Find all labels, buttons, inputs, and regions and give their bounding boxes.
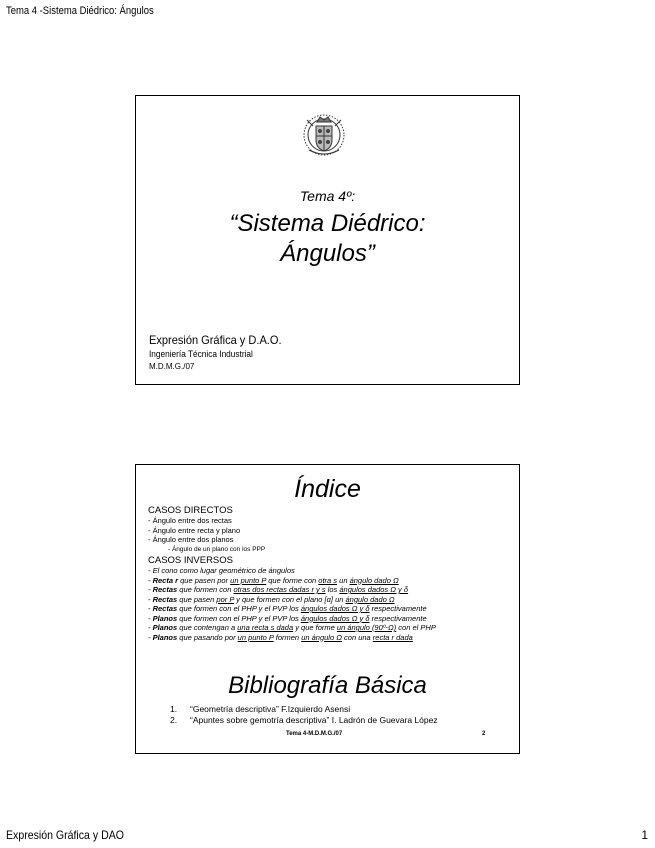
- inverse-item-segment: Recta r: [152, 575, 179, 585]
- bibliography-item: [170, 704, 438, 715]
- slide-1-title-line-2: Ángulos”: [280, 240, 375, 267]
- direct-item: - Ángulo entre dos rectas: [148, 516, 232, 525]
- inverse-item-segment: respectivamente: [369, 604, 427, 613]
- slide-1: [135, 95, 520, 385]
- inverse-item-segment: una recta s dada: [237, 623, 294, 632]
- inverse-item-segment: que pasen: [177, 594, 217, 604]
- inverse-item-segment: -: [148, 623, 153, 632]
- inverse-item-segment: formen: [273, 632, 302, 642]
- bibliography-list: [170, 704, 438, 726]
- bibliography-item-text: “Geometría descriptiva” F.Izquierdo Asensi: [190, 704, 351, 714]
- inverse-item-segment: respectivamente: [369, 613, 427, 623]
- inverse-item: [148, 595, 513, 605]
- page-footer-course: Expresión Gráfica y DAO: [6, 828, 124, 842]
- slide-2: [135, 464, 520, 754]
- index-list: [148, 505, 513, 642]
- inverse-item-segment: un ángulo Ω: [301, 632, 342, 642]
- inverse-item-segment: -: [148, 632, 153, 642]
- direct-item: - Ángulo entre dos planos: [148, 535, 234, 544]
- direct-cases-list: [148, 516, 513, 545]
- inverse-item-segment: ángulos dados Ω y δ: [300, 613, 370, 623]
- slide-2-footer-code: Tema 4-M.D.M.G./07: [286, 731, 343, 737]
- university-crest-icon: [299, 108, 349, 160]
- inverse-item-segment: que pasen por: [178, 575, 231, 585]
- inverse-cases-heading: CASOS INVERSOS: [148, 555, 233, 566]
- slide-1-degree: Ingeniería Técnica Industrial: [149, 349, 253, 359]
- inverse-cases-list: [148, 576, 513, 643]
- page-header-title: Tema 4 -Sistema Diédrico: Ángulos: [6, 5, 154, 17]
- inverse-item-segment: otra s: [318, 575, 338, 585]
- inverse-item-segment: y que forme: [293, 623, 337, 632]
- inverse-item: [148, 614, 513, 624]
- inverse-item-segment: con una: [341, 632, 373, 642]
- inverse-item-segment: que formen con el PHP y el PVP los: [177, 604, 301, 613]
- bibliography-title: Bibliografía Básica: [228, 672, 427, 699]
- inverse-item-segment: que contengan a: [177, 623, 238, 632]
- inverse-item-segment: Planos: [152, 613, 178, 623]
- inverse-item-segment: recta r dada: [372, 632, 413, 642]
- inverse-item-segment: ángulos dados Ω y δ: [300, 604, 370, 613]
- bibliography-item: [170, 715, 438, 726]
- inverse-item-segment: con el PHP: [396, 623, 436, 632]
- inverse-item: [148, 576, 513, 586]
- inverse-item-segment: ángulo dado Ω: [349, 575, 399, 585]
- direct-subitem: - Ángulo de un plano con los PPP: [168, 545, 266, 553]
- inverse-item-segment: -: [148, 594, 153, 604]
- inverse-item-segment: Rectas: [152, 585, 178, 594]
- inverse-item-segment: un: [337, 575, 350, 585]
- slide-1-title-line-1: “Sistema Diédrico:: [229, 210, 426, 237]
- inverse-item: [148, 633, 513, 643]
- inverse-item-segment: un punto P: [230, 575, 267, 585]
- bibliography-item-number: 1.: [170, 704, 178, 714]
- inverse-item-segment: que formen con el PHP y el PVP los: [177, 613, 301, 623]
- inverse-item-segment: que forme con: [266, 575, 319, 585]
- slide-2-title: Índice: [294, 475, 361, 503]
- inverse-item-segment: que formen con: [177, 585, 234, 594]
- inverse-item: [148, 623, 513, 633]
- inverse-item: [148, 585, 513, 595]
- inverse-item-segment: -: [148, 575, 153, 585]
- inverse-item-segment: Rectas: [152, 594, 178, 604]
- inverse-item-segment: los: [325, 585, 340, 594]
- inverse-item-segment: ángulo dado Ω: [345, 594, 395, 604]
- inverse-item: [148, 604, 513, 614]
- slide-2-number: 2: [482, 731, 486, 737]
- page-number: 1: [641, 828, 648, 842]
- inverse-item-segment: -: [148, 604, 153, 613]
- slide-1-title: [136, 209, 519, 269]
- inverse-intro: - El cono como lugar geométrico de ángulos: [148, 566, 295, 575]
- slide-1-course: Expresión Gráfica y D.A.O.: [149, 333, 282, 347]
- bibliography-item-number: 2.: [170, 715, 178, 725]
- inverse-item-segment: ángulos dados Ω y δ: [339, 585, 409, 594]
- inverse-item-segment: otras dos rectas dadas r y s: [233, 585, 326, 594]
- inverse-item-segment: -: [148, 585, 153, 594]
- slide-1-topic: Tema 4º:: [299, 188, 356, 204]
- inverse-item-segment: y que formen con el plano [α] un: [234, 594, 346, 604]
- inverse-item-segment: -: [148, 613, 153, 623]
- bibliography-item-text: “Apuntes sobre gemotría descriptiva” I. Ladrón de Guevara López: [190, 715, 438, 725]
- inverse-item-segment: por P: [216, 594, 235, 604]
- inverse-item-segment: un punto P: [237, 632, 274, 642]
- direct-cases-heading: CASOS DIRECTOS: [148, 505, 233, 516]
- direct-item: - Ángulo entre recta y plano: [148, 525, 241, 535]
- inverse-item-segment: Rectas: [152, 604, 178, 613]
- inverse-item-segment: un ángulo (90º-Ω): [336, 623, 397, 632]
- inverse-item-segment: que pasando por: [177, 632, 238, 642]
- inverse-item-segment: Planos: [152, 623, 178, 632]
- inverse-item-segment: Planos: [152, 632, 178, 642]
- slide-1-code: M.D.M.G./07: [149, 362, 195, 371]
